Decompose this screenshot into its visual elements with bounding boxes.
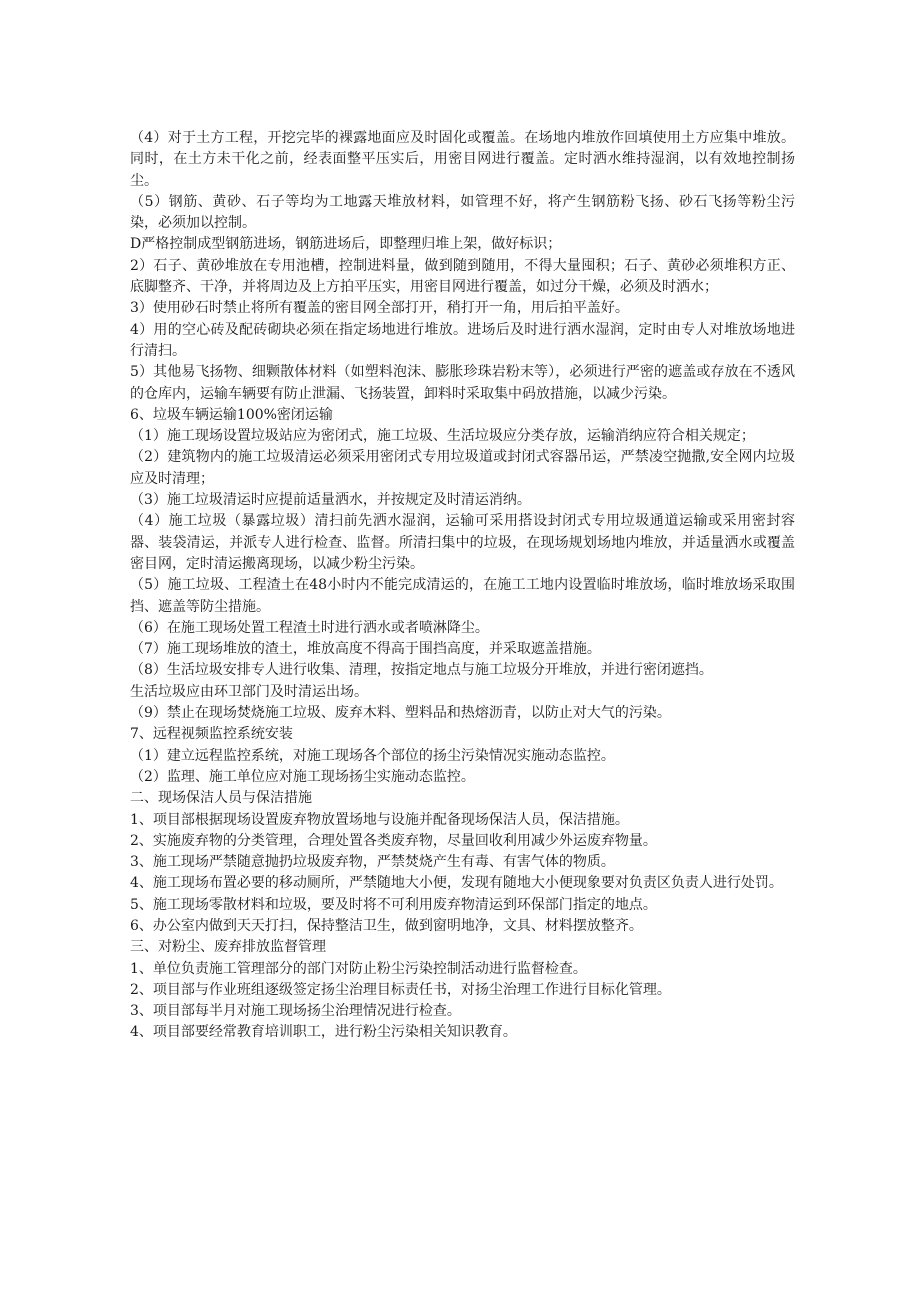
section-heading-supervision: 三、对粉尘、废弃排放监督管理 <box>130 939 326 956</box>
paragraph-supervision-4: 4、项目部要经常教育培训职工，进行粉尘污染相关知识教育。 <box>130 1024 517 1041</box>
section-heading-cleaning-staff: 二、现场保洁人员与保洁措施 <box>130 790 312 807</box>
paragraph-fine-materials: 5）其他易飞扬物、细颗散体材料（如塑料泡沫、膨胀珍珠岩粉末等），必须进行严密的遮盖或存放在不透风的仓库内，运输车辆要有防止泄漏、飞扬装置，卸料时采取集中码放措施，以减少污染。 <box>130 364 795 402</box>
paragraph-cleaning-2: 2、实施废弃物的分类管理，合理处置各类废弃物，尽量回收利用减少外运废弃物量。 <box>130 832 657 849</box>
paragraph-cleaning-3: 3、施工现场严禁随意抛扔垃圾废弃物，严禁焚烧产生有毒、有害气体的物质。 <box>130 854 615 871</box>
paragraph-hollow-brick: 4）用的空心砖及配砖砌块必须在指定场地进行堆放。进场后及时进行洒水湿润，定时由专人对堆放场地进行清扫。 <box>130 321 795 359</box>
paragraph-cleaning-5: 5、施工现场零散材料和垃圾，要及时将不可利用废弃物清运到环保部门指定的地点。 <box>130 896 657 913</box>
paragraph-materials-dust: （5）钢筋、黄砂、石子等均为工地露天堆放材料，如管理不好，将产生钢筋粉飞扬、砂石飞扬等粉尘污染，必须加以控制。 <box>130 193 795 232</box>
paragraph-dynamic-monitoring: （2）监理、施工单位应对施工现场扬尘实施动态监控。 <box>130 768 475 785</box>
paragraph-soil-height: （7）施工现场堆放的渣土，堆放高度不得高于围挡高度，并采取遮盖措施。 <box>130 641 601 658</box>
paragraph-monitoring-system: （1）建立远程监控系统，对施工现场各个部位的扬尘污染情况实施动态监控。 <box>130 747 615 764</box>
section-heading-garbage-transport: 6、垃圾车辆运输100%密闭运输 <box>130 406 333 423</box>
paragraph-earthwork-cover: （4）对于土方工程，开挖完毕的裸露地面应及时固化或覆盖。在场地内堆放作回填使用土方应集中堆放。同时，在土方未干化之前，经表面整平压实后，用密目网进行覆盖。定时洒水维持湿润，以有效地控制扬尘。 <box>130 130 795 189</box>
paragraph-48h-storage: （5）施工垃圾、工程渣土在48小时内不能完成清运的，在施工工地内设置临时堆放场，临时堆放场采取围挡、遮盖等防尘措施。 <box>130 577 795 615</box>
document-page <box>130 128 795 1044</box>
paragraph-cleaning-6: 6、办公室内做到天天打扫，保持整洁卫生，做到窗明地净，文具、材料摆放整齐。 <box>130 917 643 934</box>
paragraph-supervision-2: 2、项目部与作业班组逐级签定扬尘治理目标责任书，对扬尘治理工作进行目标化管理。 <box>130 981 671 998</box>
paragraph-exposed-garbage: （4）施工垃圾（暴露垃圾）清扫前先洒水湿润，运输可采用搭设封闭式专用垃圾通道运输或采用密封容器、装袋清运，并派专人进行检查、监督。所清扫集中的垃圾，在现场规划场地内堆放，并适量洒水或覆盖密目网，定时清运搬离现场，以减少粉尘污染。 <box>130 513 795 572</box>
paragraph-garbage-water: （3）施工垃圾清运时应提前适量洒水，并按规定及时清运消纳。 <box>130 492 531 509</box>
paragraph-sand-stone-storage: 2）石子、黄砂堆放在专用池槽，控制进料量，做到随到随用，不得大量囤积；石子、黄砂必须堆积方正、底脚整齐、干净，并将周边及上方拍平压实，用密目网进行覆盖，如过分干燥，必须及时洒水； <box>130 257 795 296</box>
paragraph-no-burning: （9）禁止在现场焚烧施工垃圾、废弃木料、塑料品和热熔沥青，以防止对大气的污染。 <box>130 705 671 722</box>
paragraph-supervision-3: 3、项目部每半月对施工现场扬尘治理情况进行检查。 <box>130 1003 461 1020</box>
paragraph-cleaning-1: 1、项目部根据现场设置废弃物放置场地与设施并配备现场保洁人员，保洁措施。 <box>130 811 629 828</box>
paragraph-supervision-1: 1、单位负责施工管理部分的部门对防止粉尘污染控制活动进行监督检查。 <box>130 960 587 977</box>
paragraph-garbage-chute: （2）建筑物内的施工垃圾清运必须采用密闭式专用垃圾道或封闭式容器吊运，严禁凌空抛撒,安全网内垃圾应及时清理； <box>130 449 795 487</box>
paragraph-rebar-entry: D严格控制成型钢筋进场，钢筋进场后，即整理归堆上架，做好标识； <box>130 236 562 253</box>
paragraph-domestic-garbage: （8）生活垃圾安排专人进行收集、清理，按指定地点与施工垃圾分开堆放，并进行密闭遮挡。 <box>130 662 713 679</box>
paragraph-garbage-station: （1）施工现场设置垃圾站应为密闭式，施工垃圾、生活垃圾应分类存放，运输消纳应符合相关规定； <box>130 428 755 445</box>
paragraph-sand-stone-use: 3）使用砂石时禁止将所有覆盖的密目网全部打开，稍打开一角，用后拍平盖好。 <box>130 300 629 317</box>
section-heading-video-monitoring: 7、远程视频监控系统安装 <box>130 726 293 743</box>
paragraph-cleaning-4: 4、施工现场布置必要的移动厕所，严禁随地大小便，发现有随地大小便现象要对负责区负责人进行处罚。 <box>130 875 783 892</box>
paragraph-soil-spray: （6）在施工现场处置工程渣土时进行洒水或者喷淋降尘。 <box>130 619 489 636</box>
paragraph-domestic-garbage-removal: 生活垃圾应由环卫部门及时清运出场。 <box>130 683 368 700</box>
